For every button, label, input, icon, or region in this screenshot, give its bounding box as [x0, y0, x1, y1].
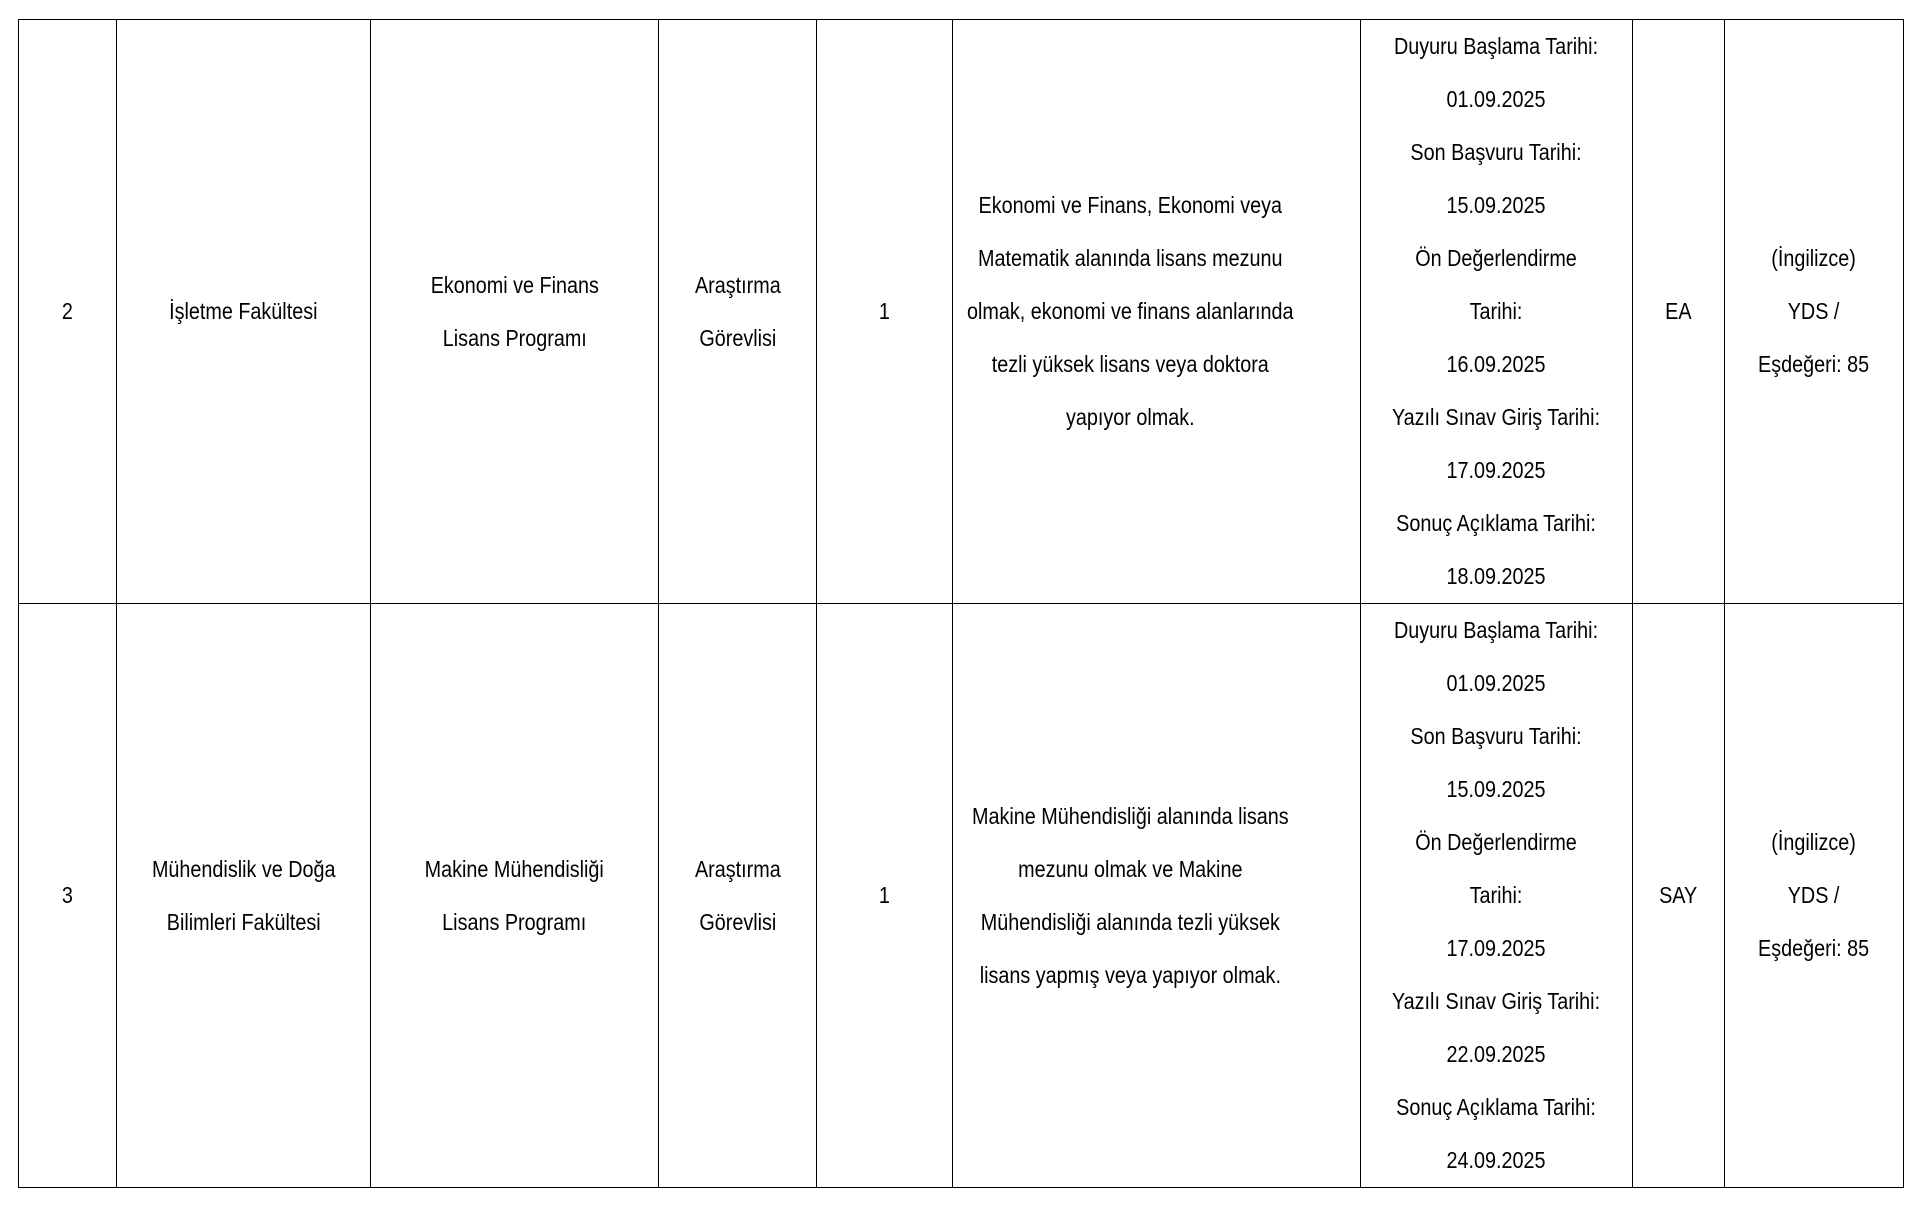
requirements-line: mezunu olmak ve Makine — [1018, 855, 1243, 882]
position-title-cell-content — [695, 259, 781, 365]
requirements-line: Makine Mühendisliği alanında lisans — [972, 802, 1290, 829]
program-cell — [371, 20, 659, 604]
table-row — [19, 20, 1904, 604]
requirements-cell-content — [967, 179, 1294, 444]
row-number-cell-content: 2 — [61, 298, 73, 324]
dates-line: Tarihi: — [1470, 298, 1523, 324]
dates-cell — [1361, 604, 1633, 1188]
position-count-cell-content: 1 — [878, 298, 890, 324]
language-requirement-line: YDS / — [1788, 882, 1840, 908]
dates-line: Sonuç Açıklama Tarihi: — [1396, 510, 1597, 536]
dates-line: 16.09.2025 — [1446, 351, 1546, 377]
dates-line: Sonuç Açıklama Tarihi: — [1396, 1094, 1597, 1120]
position-count-cell — [817, 604, 953, 1188]
language-requirement-line: YDS / — [1788, 298, 1840, 324]
dates-line: Duyuru Başlama Tarihi: — [1394, 617, 1599, 643]
row-number-cell — [19, 604, 117, 1188]
score-type-cell-content: EA — [1665, 298, 1692, 324]
program-cell — [371, 604, 659, 1188]
requirements-line: Matematik alanında lisans mezunu — [977, 245, 1283, 271]
faculty-line: Mühendislik ve Doğa — [151, 855, 336, 882]
program-line: Lisans Programı — [442, 324, 587, 351]
dates-line: Tarihi: — [1470, 882, 1523, 908]
requirements-line: lisans yapmış veya yapıyor olmak. — [980, 961, 1282, 988]
requirements-line: tezli yüksek lisans veya doktora — [991, 351, 1269, 377]
position-title-cell-content — [695, 843, 781, 949]
dates-line: 17.09.2025 — [1446, 457, 1546, 483]
language-requirement-line: (İngilizce) — [1771, 829, 1857, 855]
program-cell-content — [425, 843, 604, 949]
position-title-line: Görevlisi — [699, 324, 776, 351]
faculty-cell — [117, 20, 371, 604]
score-type-cell-content: SAY — [1659, 882, 1698, 908]
dates-line: Duyuru Başlama Tarihi: — [1394, 33, 1599, 59]
row-number-cell — [19, 20, 117, 604]
position-title-line: Araştırma — [694, 855, 781, 882]
faculty-cell — [117, 604, 371, 1188]
requirements-line: olmak, ekonomi ve finans alanlarında — [966, 298, 1294, 324]
requirements-line: yapıyor olmak. — [1065, 404, 1195, 430]
table-row — [19, 604, 1904, 1188]
faculty-line: Bilimleri Fakültesi — [166, 908, 321, 935]
language-requirement-cell — [1725, 604, 1904, 1188]
dates-line: 01.09.2025 — [1446, 670, 1546, 696]
dates-line: 18.09.2025 — [1446, 563, 1546, 589]
position-title-cell — [659, 20, 817, 604]
dates-line: Ön Değerlendirme — [1415, 829, 1578, 855]
dates-line: Son Başvuru Tarihi: — [1410, 723, 1583, 749]
faculty-cell-content — [169, 285, 317, 338]
position-count-cell-content: 1 — [878, 882, 890, 908]
program-line: Lisans Programı — [442, 908, 587, 935]
dates-cell-content — [1392, 604, 1600, 1187]
dates-line: 24.09.2025 — [1446, 1147, 1546, 1173]
announcement-table — [18, 19, 1904, 1188]
dates-line: 01.09.2025 — [1446, 86, 1546, 112]
dates-line: 15.09.2025 — [1446, 776, 1546, 802]
language-requirement-line: (İngilizce) — [1771, 245, 1857, 271]
dates-line: 15.09.2025 — [1446, 192, 1546, 218]
program-line: Ekonomi ve Finans — [430, 271, 599, 298]
requirements-line: Mühendisliği alanında tezli yüksek — [981, 908, 1281, 935]
language-requirement-cell-content — [1758, 232, 1869, 391]
position-title-line: Görevlisi — [699, 908, 776, 935]
language-requirement-line: Eşdeğeri: 85 — [1758, 351, 1870, 377]
dates-line: Yazılı Sınav Giriş Tarihi: — [1392, 404, 1601, 430]
position-count-cell — [817, 20, 953, 604]
position-title-line: Araştırma — [694, 271, 781, 298]
faculty-cell-content — [152, 843, 336, 949]
requirements-cell-content — [972, 790, 1289, 1002]
position-title-cell — [659, 604, 817, 1188]
dates-cell — [1361, 20, 1633, 604]
faculty-line: İşletme Fakültesi — [169, 298, 318, 324]
dates-cell-content — [1392, 20, 1600, 603]
dates-line: Ön Değerlendirme — [1415, 245, 1578, 271]
language-requirement-cell — [1725, 20, 1904, 604]
table-body — [19, 20, 1904, 1188]
program-cell-content — [430, 259, 598, 365]
score-type-cell — [1633, 604, 1725, 1188]
dates-line: Yazılı Sınav Giriş Tarihi: — [1392, 988, 1601, 1014]
requirements-line: Ekonomi ve Finans, Ekonomi veya — [978, 192, 1282, 218]
requirements-cell — [953, 20, 1361, 604]
row-number-cell-content: 3 — [61, 882, 73, 908]
dates-line: Son Başvuru Tarihi: — [1410, 139, 1583, 165]
score-type-cell — [1633, 20, 1725, 604]
language-requirement-line: Eşdeğeri: 85 — [1758, 935, 1870, 961]
language-requirement-cell-content — [1758, 816, 1869, 975]
requirements-cell — [953, 604, 1361, 1188]
dates-line: 22.09.2025 — [1446, 1041, 1546, 1067]
program-line: Makine Mühendisliği — [424, 855, 605, 882]
dates-line: 17.09.2025 — [1446, 935, 1546, 961]
